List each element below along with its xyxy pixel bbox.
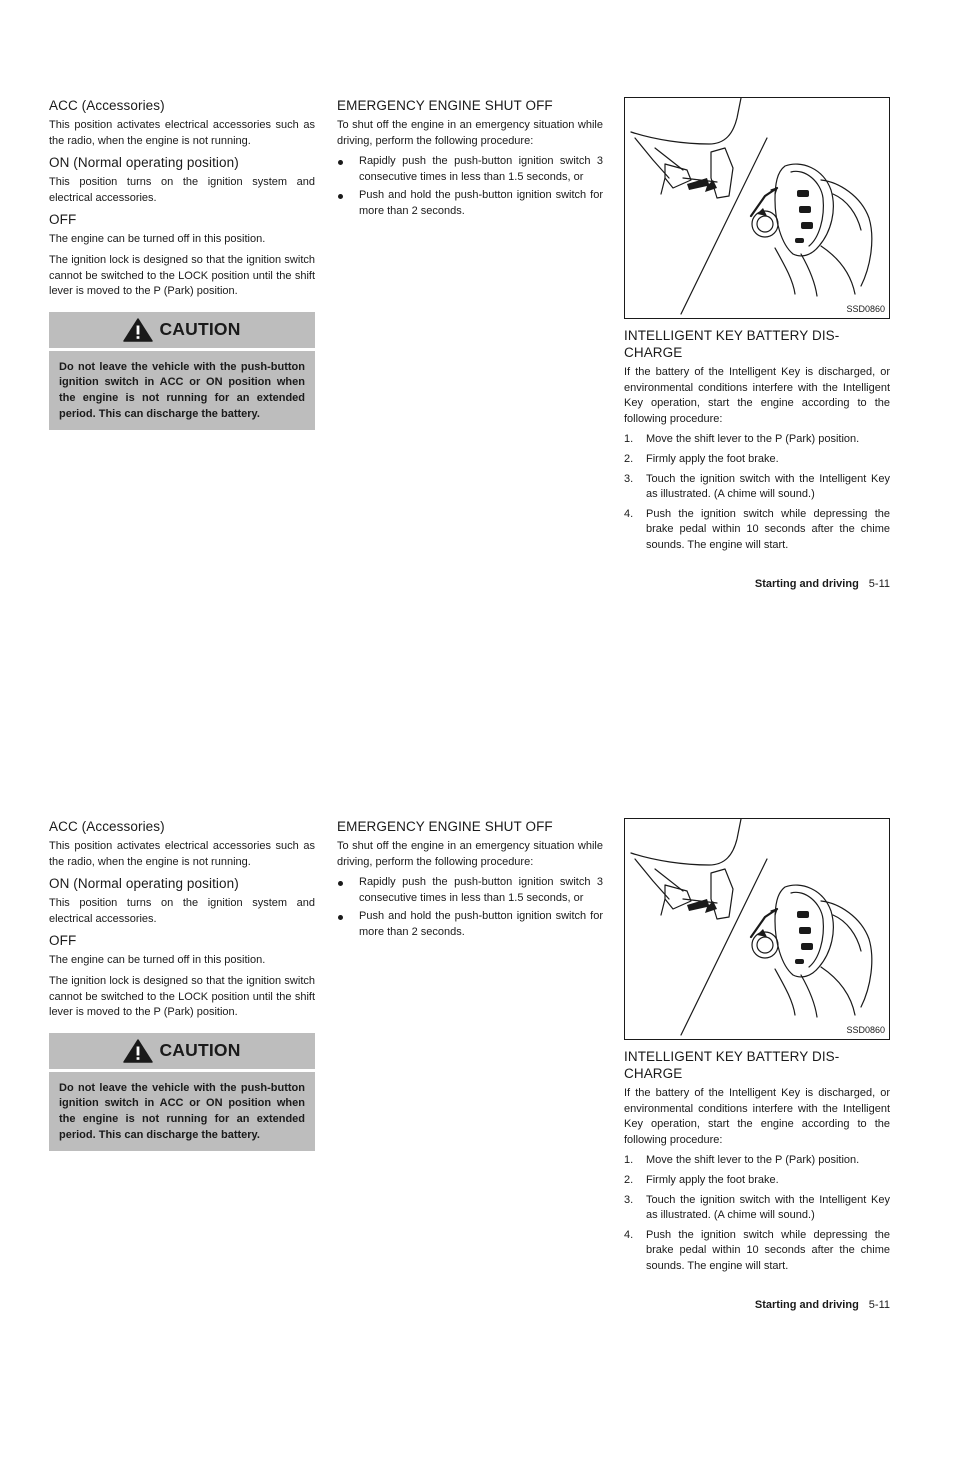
on-section [49,154,315,206]
bullet-item [337,154,603,185]
caution-box [49,312,315,430]
step-number: 3. [624,472,634,485]
acc-heading: ACC (Accessories) [49,819,165,834]
on-body: This position turns on the ignition system and electrical accessories. [49,176,315,204]
figure-label: SSD0860 [846,304,885,314]
page-footer [755,1299,890,1311]
step-number: 2. [624,452,634,465]
step-number: 1. [624,433,634,446]
battery-heading: INTELLIGENT KEY BATTERY DIS-CHARGE [624,1049,840,1081]
step-text: Push the ignition switch while depressing the brake pedal within 10 seconds after the chime sounds. The engine will start. [646,507,890,551]
step-text: Touch the ignition switch with the Intelligent Key as illustrated. (A chime will sound.) [646,472,890,501]
battery-intro: If the battery of the Intelligent Key is discharged, or environmental conditions interfere with the Intelligent Key operation, start the engine according to the following procedure: [624,1087,890,1146]
emergency-heading: EMERGENCY ENGINE SHUT OFF [337,98,553,113]
step-number: 1. [624,1154,634,1167]
acc-body: This position activates electrical accessories such as the radio, when the engine is not running. [49,119,315,147]
caution-header [49,1033,315,1072]
left-column [49,818,315,1151]
bullet-item [337,875,603,906]
manual-page-1 [0,97,954,757]
ignition-illustration [624,818,890,1040]
caution-header [49,312,315,351]
step-item [624,1228,890,1275]
on-heading: ON (Normal operating position) [49,876,239,892]
step-item [624,1173,890,1189]
emergency-bullet-list [337,154,603,219]
off-body-1: The engine can be turned off in this position. [49,954,266,967]
step-item [624,507,890,554]
step-text: Firmly apply the foot brake. [646,1173,779,1186]
caution-box [49,1033,315,1151]
acc-section [49,97,315,149]
off-body-1: The engine can be turned off in this position. [49,233,266,246]
warning-triangle-icon [123,318,153,342]
battery-heading: INTELLIGENT KEY BATTERY DIS-CHARGE [624,328,840,360]
page-number: 5-11 [868,1299,890,1311]
warning-triangle-icon [123,1039,153,1063]
step-item [624,1193,890,1224]
bullet-dot-icon [338,160,343,165]
ignition-illustration [624,97,890,319]
step-text: Touch the ignition switch with the Intelligent Key as illustrated. (A chime will sound.) [646,1193,890,1222]
battery-intro: If the battery of the Intelligent Key is discharged, or environmental conditions interfere with the Intelligent Key operation, start the engine according to the following procedure: [624,366,890,425]
acc-section [49,818,315,870]
acc-heading: ACC (Accessories) [49,98,165,113]
bullet-item [337,188,603,219]
on-body: This position turns on the ignition system and electrical accessories. [49,897,315,925]
step-item [624,452,890,468]
on-section [49,875,315,927]
on-heading: ON (Normal operating position) [49,155,239,171]
bullet-dot-icon [338,881,343,886]
left-column [49,97,315,430]
page-footer [755,578,890,590]
off-heading: OFF [49,933,77,949]
page-number: 5-11 [868,578,890,590]
bullet-item [337,909,603,940]
step-item [624,472,890,503]
step-text: Push the ignition switch while depressing the brake pedal within 10 seconds after the chime sounds. The engine will start. [646,1228,890,1272]
caution-title: CAUTION [159,319,241,340]
step-item [624,432,890,448]
step-number: 2. [624,1173,634,1186]
footer-section-name: Starting and driving [754,578,859,590]
emergency-heading: EMERGENCY ENGINE SHUT OFF [337,819,553,834]
right-column [624,818,890,1279]
middle-column [337,818,603,944]
middle-column [337,97,603,223]
step-text: Move the shift lever to the P (Park) position. [646,1154,860,1167]
bullet-dot-icon [338,915,343,920]
caution-text: Do not leave the vehicle with the push-button ignition switch in ACC or ON position when the engine is not running for an extended period. This can discharge the battery. [59,1081,305,1141]
off-body-2: The ignition lock is designed so that the ignition switch cannot be switched to the LOCK position until the shift lever is moved to the P (Park) position. [49,974,315,1019]
step-number: 3. [624,1193,634,1206]
footer-section-name: Starting and driving [754,1299,859,1311]
caution-title: CAUTION [159,1040,241,1061]
off-section [49,932,315,1020]
step-text: Firmly apply the foot brake. [646,452,779,465]
key-touch-illustration-icon [625,819,889,1039]
step-item [624,1153,890,1169]
off-heading: OFF [49,212,77,228]
emergency-bullet-list [337,875,603,940]
bullet-text: Push and hold the push-button ignition switch for more than 2 seconds. [359,189,603,217]
acc-body: This position activates electrical accessories such as the radio, when the engine is not running. [49,840,315,868]
key-touch-illustration-icon [625,98,889,318]
battery-steps-list [624,1153,890,1274]
step-number: 4. [624,1228,634,1241]
bullet-text: Rapidly push the push-button ignition switch 3 consecutive times in less than 1.5 seconds, or [359,155,603,183]
off-section [49,211,315,299]
step-number: 4. [624,507,634,520]
bullet-text: Rapidly push the push-button ignition switch 3 consecutive times in less than 1.5 seconds, or [359,876,603,904]
battery-steps-list [624,432,890,553]
off-body-2: The ignition lock is designed so that the ignition switch cannot be switched to the LOCK position until the shift lever is moved to the P (Park) position. [49,253,315,298]
caution-text: Do not leave the vehicle with the push-button ignition switch in ACC or ON position when the engine is not running for an extended period. This can discharge the battery. [59,360,305,420]
manual-page-2 [0,818,954,1478]
bullet-dot-icon [338,194,343,199]
right-column [624,97,890,558]
figure-label: SSD0860 [846,1025,885,1035]
emergency-intro: To shut off the engine in an emergency situation while driving, perform the following procedure: [337,119,603,147]
emergency-intro: To shut off the engine in an emergency situation while driving, perform the following procedure: [337,840,603,868]
step-text: Move the shift lever to the P (Park) position. [646,433,860,446]
bullet-text: Push and hold the push-button ignition switch for more than 2 seconds. [359,910,603,938]
